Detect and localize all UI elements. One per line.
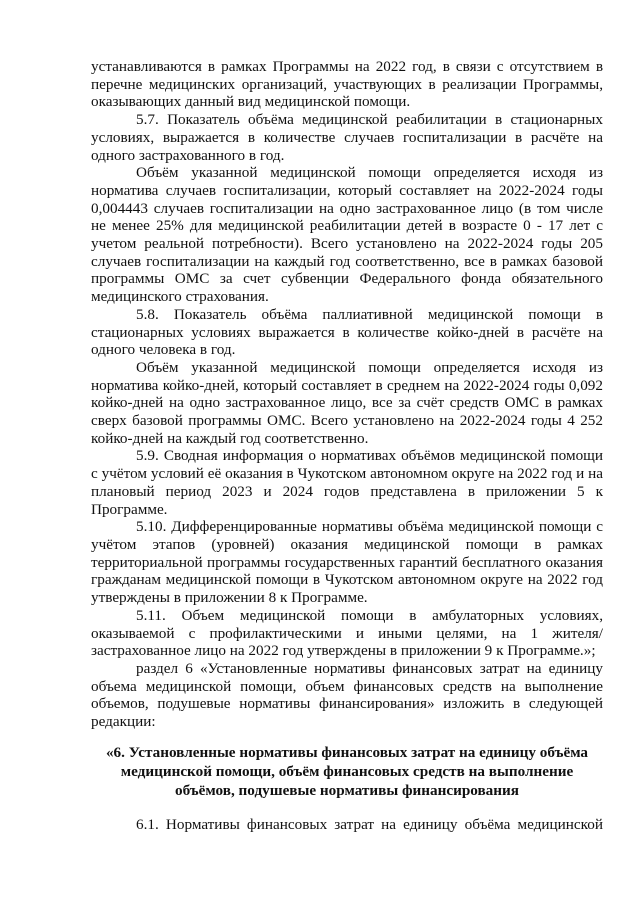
paragraph-5-11: 5.11. Объем медицинской помощи в амбулаторных условиях, оказываемой с профилактическими и иными целями, на 1 жителя/застрахованное лицо на 2022 год утверждены в приложении 9 к Программе.»;: [91, 606, 603, 660]
paragraph-section-6-intro: раздел 6 «Установленные нормативы финансовых затрат на единицу объема медицинской помощи, объем финансовых средств на выполнение объемов, подушевые нормативы финансирования» изложить в следующей редакции:: [91, 659, 603, 731]
paragraph-continuation: устанавливаются в рамках Программы на 2022 год, в связи с отсутствием в перечне медицинских организаций, участвующих в реализации Программы, оказывающих данный вид медицинской помощи.: [91, 58, 603, 111]
paragraph-5-8-volume: Объём указанной медицинской помощи определяется исходя из норматива койко-дней, который составляет в среднем на 2022-2024 годы 0,092 койко-дней на одно застрахованное лицо, все за счёт средств ОМС в рамках сверх базовой программы ОМС. Всего установлено на 2022-2024 годы 4 252 койко-дней на каждый год соответственно.: [91, 358, 603, 447]
paragraph-5-7-volume: Объём указанной медицинской помощи определяется исходя из норматива случаев госпитализации, который составляет на 2022-2024 годы 0,004443 случаев госпитализации на одно застрахованное лицо (в том числе не менее 25% для медицинской реабилитации детей в возрасте 0 - 17 лет с учетом реальной потребности). Всего установлено на 2022-2024 годы 205 случаев госпитализации на каждый год соответственно, все в рамках базовой программы ОМС за счет субвенции Федерального фонда обязательного медицинского страхования.: [91, 164, 603, 306]
document-page: [91, 58, 603, 833]
paragraph-6-1: 6.1. Нормативы финансовых затрат на единицу объёма медицинской: [136, 815, 603, 833]
paragraph-5-7: 5.7. Показатель объёма медицинской реабилитации в стационарных условиях, выражается в количестве случаев госпитализации в расчёте на одного застрахованного в год.: [91, 111, 603, 164]
paragraph-5-8: 5.8. Показатель объёма паллиативной медицинской помощи в стационарных условиях выражается в количестве койко-дней в расчёте на одного человека в год.: [91, 305, 603, 359]
paragraph-5-9: 5.9. Сводная информация о нормативах объёмов медицинской помощи с учётом условий её оказания в Чукотском автономном округе на 2022 год и на плановый период 2023 и 2024 годов представлена в приложении 5 к Программе.: [91, 447, 603, 518]
section-6-heading: «6. Установленные нормативы финансовых затрат на единицу объёма медицинской помощи, объём финансовых средств на выполнение объёмов, подушевые нормативы финансирования: [105, 743, 589, 799]
paragraph-5-10: 5.10. Дифференцированные нормативы объёма медицинской помощи с учётом этапов (уровней) оказания медицинской помощи в рамках территориальной программы государственных гарантий бесплатного оказания гражданам медицинской помощи в Чукотском автономном округе на 2022 год утверждены в приложении 8 к Программе.: [91, 518, 603, 607]
